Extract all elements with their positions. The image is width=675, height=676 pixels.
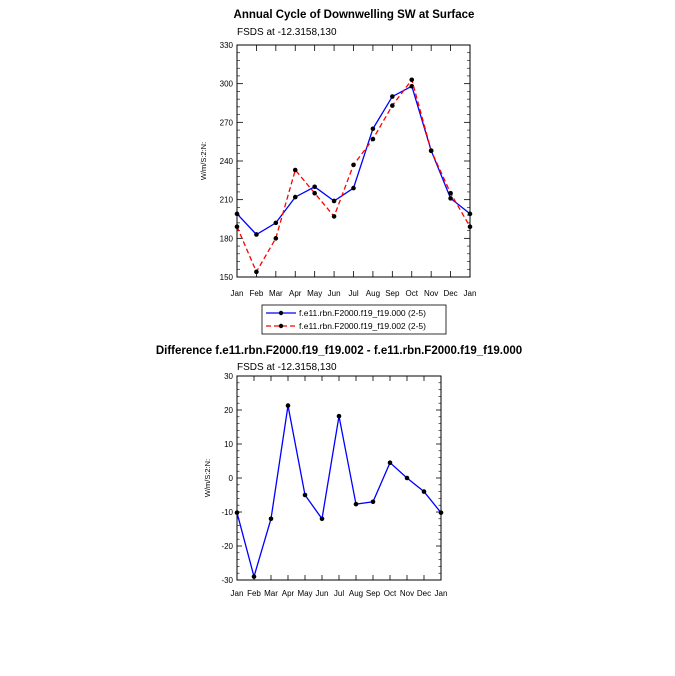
y-tick-label-bottom: -20 [221,542,233,551]
data-point-top-2 [390,103,395,108]
data-point-top-1 [351,186,356,191]
data-point-bottom-1 [337,414,342,419]
series-line-top-1 [237,86,470,234]
data-point-bottom-1 [320,517,325,522]
y-tick-label-top: 300 [219,79,233,89]
x-tick-label-bottom: Jan [434,589,448,598]
x-tick-label-bottom: Jun [315,589,329,598]
x-tick-label-bottom: Aug [348,589,364,598]
series-line-top-2 [237,80,470,272]
data-point-top-2 [371,137,376,142]
series-line-bottom-1 [237,406,441,577]
x-tick-label-top: Jul [348,289,359,298]
data-point-top-1 [371,126,376,131]
chart-title-bottom: Difference f.e11.rbn.F2000.f19_f19.002 - f.e11.rbn.F2000.f19_f19.000 [155,345,523,357]
data-point-bottom-1 [388,460,393,465]
data-point-top-1 [274,221,279,226]
y-axis-label-top: W/m/S:2:N: [199,141,208,181]
plot-frame-bottom [237,376,441,580]
y-tick-label-top: 210 [219,195,233,205]
y-tick-label-top: 150 [219,273,233,282]
y-tick-label-top: 240 [219,157,233,166]
data-point-top-1 [390,94,395,99]
y-tick-label-top: 270 [219,118,233,128]
y-tick-label-top: 180 [219,234,233,244]
legend-label-series-1: f.e11.rbn.F2000.f19_f19.000 (2-5) [299,308,426,318]
data-point-top-2 [332,214,337,219]
x-tick-label-bottom: Oct [383,589,397,598]
y-tick-label-top: 330 [219,41,233,50]
data-point-top-2 [448,191,453,196]
data-point-bottom-1 [422,489,427,494]
data-point-top-2 [429,148,434,153]
y-tick-label-bottom: -30 [221,576,233,585]
chart-subtitle-bottom: FSDS at -12.3158,130 [237,362,337,373]
data-point-top-1 [293,195,298,200]
x-tick-label-bottom: Dec [416,589,432,598]
data-point-bottom-1 [235,510,240,515]
x-tick-label-top: Feb [249,289,264,298]
data-point-top-1 [312,184,317,189]
data-point-top-2 [235,224,240,229]
data-point-bottom-1 [286,403,291,408]
x-tick-label-top: Jun [327,289,341,298]
legend-label-series-2: f.e11.rbn.F2000.f19_f19.002 (2-5) [299,321,426,331]
chart-title-top: Annual Cycle of Downwelling SW at Surface [233,9,475,21]
y-tick-label-bottom: -10 [221,508,233,517]
x-tick-label-bottom: Nov [399,589,415,598]
y-tick-label-bottom: 30 [224,372,233,381]
x-tick-label-bottom: Jul [333,589,345,598]
data-point-top-1 [254,232,259,237]
data-point-bottom-1 [252,574,257,579]
legend-marker-series-1 [279,311,283,315]
x-tick-label-top: Nov [424,289,439,298]
x-tick-label-top: Mar [268,289,283,298]
y-tick-label-bottom: 10 [224,440,233,449]
data-point-top-2 [312,191,317,196]
x-tick-label-top: Dec [443,289,458,298]
x-tick-label-top: May [307,289,323,298]
legend [262,305,446,334]
x-tick-label-bottom: Feb [247,589,261,598]
data-point-top-2 [351,163,356,168]
data-point-bottom-1 [303,493,308,498]
data-point-top-1 [332,199,337,204]
x-tick-label-bottom: Apr [281,589,295,598]
x-tick-label-top: Jan [463,289,477,298]
data-point-bottom-1 [371,500,376,505]
legend-marker-series-2 [279,324,283,328]
data-point-bottom-1 [405,476,410,481]
plot-top [220,41,477,298]
data-point-bottom-1 [354,502,359,507]
data-point-top-1 [448,196,453,201]
data-point-top-1 [468,212,473,217]
data-point-bottom-1 [269,517,274,522]
chart-subtitle-top: FSDS at -12.3158,130 [237,27,337,38]
y-tick-label-bottom: 0 [228,474,233,483]
data-point-top-2 [293,168,298,173]
x-tick-label-bottom: Sep [365,589,381,598]
x-tick-label-top: Apr [289,289,302,298]
x-tick-label-top: Jan [230,289,244,298]
x-tick-label-top: Sep [385,289,400,298]
x-tick-label-bottom: May [297,589,313,598]
data-point-top-2 [274,236,279,241]
data-point-top-2 [254,270,259,275]
y-tick-label-bottom: 20 [224,406,233,415]
x-tick-label-top: Oct [405,289,418,298]
x-tick-label-bottom: Jan [230,589,244,598]
x-tick-label-bottom: Mar [264,589,278,598]
y-axis-label-bottom: W/m/S:2:N: [203,458,212,498]
data-point-top-2 [409,78,414,83]
data-point-top-2 [468,224,473,229]
data-point-top-1 [235,212,240,217]
data-point-bottom-1 [439,510,444,515]
x-tick-label-top: Aug [365,289,381,298]
plot-bottom [221,372,447,598]
